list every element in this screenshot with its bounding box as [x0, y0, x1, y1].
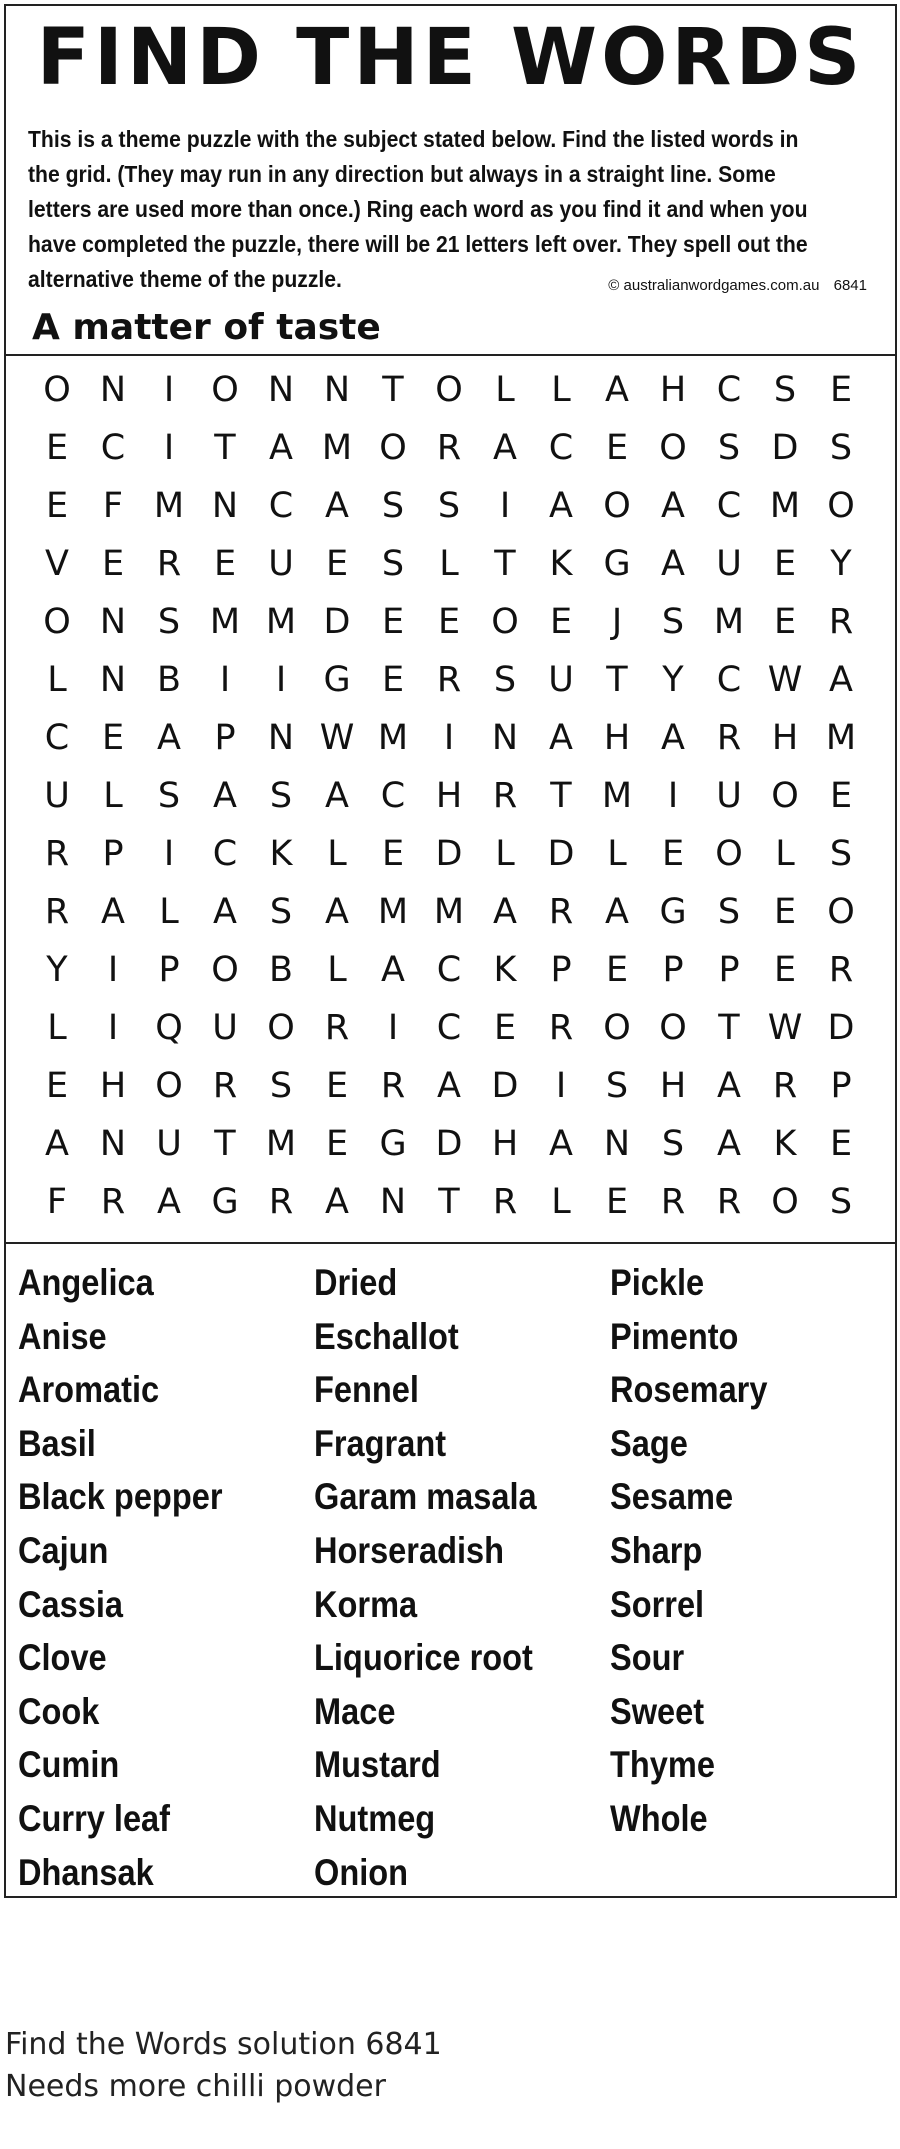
grid-letter[interactable]: S — [269, 776, 293, 816]
grid-letter[interactable]: E — [605, 950, 629, 990]
grid-letter[interactable]: E — [605, 1182, 629, 1222]
grid-letter[interactable]: G — [659, 892, 687, 932]
grid-letter[interactable]: H — [435, 776, 463, 816]
word-list-item: Dried — [314, 1262, 398, 1303]
word-list-item: Anise — [18, 1315, 107, 1357]
grid-letter[interactable]: O — [435, 370, 463, 410]
credit-source: © australianwordgames.com.au — [608, 277, 820, 294]
grid-row — [29, 535, 869, 593]
grid-letter[interactable]: C — [436, 1008, 462, 1048]
grid-letter[interactable]: S — [829, 834, 853, 874]
grid-letter[interactable]: E — [773, 892, 797, 932]
grid-letter[interactable]: I — [667, 776, 679, 816]
grid-letter[interactable]: D — [547, 834, 575, 874]
grid-letter[interactable]: G — [211, 1182, 239, 1222]
grid-letter[interactable]: M — [321, 428, 353, 468]
grid-letter[interactable]: I — [163, 834, 175, 874]
grid-letter[interactable]: E — [661, 834, 685, 874]
grid-letter[interactable]: N — [267, 370, 295, 410]
grid-letter[interactable]: Y — [662, 660, 684, 700]
grid-letter[interactable]: M — [769, 486, 801, 526]
grid-letter[interactable]: L — [439, 544, 459, 584]
grid-letter[interactable]: R — [156, 544, 182, 584]
grid-letter[interactable]: A — [269, 428, 293, 468]
word-list-item: Onion — [314, 1851, 409, 1893]
grid-letter[interactable]: E — [381, 660, 405, 700]
grid-letter[interactable]: R — [100, 1182, 126, 1222]
grid-letter[interactable]: A — [101, 892, 125, 932]
word-list-item: Cajun — [18, 1529, 109, 1571]
puzzle-number: 6841 — [833, 277, 867, 294]
grid-letter[interactable]: M — [433, 892, 465, 932]
grid-letter[interactable]: J — [611, 602, 623, 642]
grid-letter[interactable]: A — [829, 660, 853, 700]
grid-letter[interactable]: C — [44, 718, 70, 758]
word-list-item: Clove — [18, 1637, 107, 1679]
grid-letter[interactable]: E — [325, 1124, 349, 1164]
grid-letter[interactable]: P — [662, 950, 684, 990]
grid-letter[interactable]: C — [436, 950, 462, 990]
grid-letter[interactable]: C — [716, 486, 742, 526]
grid-letter[interactable]: L — [607, 834, 627, 874]
grid-letter[interactable]: L — [103, 776, 123, 816]
puzzle-box — [4, 4, 897, 1898]
grid-letter[interactable]: A — [213, 892, 237, 932]
grid-letter[interactable]: E — [437, 602, 461, 642]
grid-letter[interactable]: C — [548, 428, 574, 468]
grid-letter[interactable]: I — [443, 718, 455, 758]
grid-letter[interactable]: U — [44, 776, 70, 816]
word-list-item: Black pepper — [18, 1476, 223, 1518]
puzzle-instructions: This is a theme puzzle with the subject stated below. Find the listed words in the grid. (They may run in any direction but always in a straight line. Some letters are used more than once.) Ring each word as you find it and when you have completed the puzzle, there will be 21 letters left over. They spell out the alternative theme of the puzzle. — [28, 126, 808, 292]
grid-letter[interactable]: A — [213, 776, 237, 816]
grid-letter[interactable]: C — [268, 486, 294, 526]
grid-letter[interactable]: R — [716, 718, 742, 758]
grid-letter[interactable]: F — [102, 486, 124, 526]
grid-letter[interactable]: E — [773, 602, 797, 642]
word-column-1 — [18, 1256, 250, 1899]
grid-letter[interactable]: R — [660, 1182, 686, 1222]
grid-letter[interactable]: Q — [155, 1008, 183, 1048]
word-list-item: Mace — [314, 1690, 396, 1732]
grid-letter[interactable]: P — [550, 950, 572, 990]
word-list-item: Sage — [610, 1422, 688, 1464]
word-column-2 — [314, 1256, 567, 1899]
grid-letter[interactable]: M — [265, 602, 297, 642]
grid-letter[interactable]: V — [45, 544, 69, 584]
grid-letter[interactable]: O — [771, 776, 799, 816]
grid-letter[interactable]: S — [661, 602, 685, 642]
grid-letter[interactable]: O — [43, 602, 71, 642]
grid-letter[interactable]: E — [45, 428, 69, 468]
grid-letter[interactable]: A — [325, 892, 349, 932]
grid-letter[interactable]: S — [269, 1066, 293, 1106]
grid-letter[interactable]: A — [549, 1124, 573, 1164]
grid-letter[interactable]: T — [494, 544, 516, 584]
grid-letter[interactable]: E — [829, 776, 853, 816]
grid-letter[interactable]: S — [661, 1124, 685, 1164]
solution-answer: Needs more chilli powder — [5, 2069, 386, 2104]
grid-letter[interactable]: P — [102, 834, 124, 874]
grid-letter[interactable]: R — [324, 1008, 350, 1048]
grid-letter[interactable]: R — [44, 892, 70, 932]
grid-letter[interactable]: L — [327, 834, 347, 874]
grid-letter[interactable]: S — [605, 1066, 629, 1106]
grid-letter[interactable]: B — [268, 950, 293, 990]
grid-letter[interactable]: C — [212, 834, 238, 874]
grid-letter[interactable]: I — [555, 1066, 567, 1106]
grid-letter[interactable]: N — [491, 718, 519, 758]
word-list-item: Fennel — [314, 1369, 419, 1411]
grid-letter[interactable]: W — [319, 718, 355, 758]
grid-letter[interactable]: L — [775, 834, 795, 874]
grid-letter[interactable]: W — [767, 1008, 803, 1048]
solution-block — [5, 2024, 442, 2108]
grid-letter[interactable]: R — [716, 1182, 742, 1222]
grid-letter[interactable]: U — [548, 660, 574, 700]
grid-letter[interactable]: A — [493, 428, 517, 468]
word-list-item: Cumin — [18, 1744, 120, 1786]
grid-letter[interactable]: M — [825, 718, 857, 758]
word-list — [6, 1244, 895, 1896]
word-list-item: Garam masala — [314, 1476, 537, 1518]
grid-letter[interactable]: M — [377, 892, 409, 932]
grid-letter[interactable]: O — [715, 834, 743, 874]
grid-letter[interactable]: U — [716, 544, 742, 584]
grid-letter[interactable]: S — [437, 486, 461, 526]
grid-letter[interactable]: R — [828, 602, 854, 642]
grid-letter[interactable]: K — [493, 950, 517, 990]
grid-letter[interactable]: U — [716, 776, 742, 816]
grid-letter[interactable]: O — [43, 370, 71, 410]
word-list-item: Whole — [610, 1797, 708, 1839]
grid-letter[interactable]: A — [493, 892, 517, 932]
grid-letter[interactable]: P — [830, 1066, 852, 1106]
grid-letter[interactable]: E — [773, 950, 797, 990]
grid-letter[interactable]: R — [380, 1066, 406, 1106]
grid-letter[interactable]: M — [713, 602, 745, 642]
grid-letter[interactable]: S — [773, 370, 797, 410]
grid-letter[interactable]: Y — [830, 544, 852, 584]
grid-letter[interactable]: O — [211, 950, 239, 990]
grid-letter[interactable]: E — [101, 718, 125, 758]
grid-letter[interactable]: S — [493, 660, 517, 700]
grid-letter[interactable]: U — [156, 1124, 182, 1164]
grid-letter[interactable]: T — [438, 1182, 460, 1222]
grid-row — [29, 999, 869, 1057]
grid-letter[interactable]: D — [323, 602, 351, 642]
grid-letter[interactable]: N — [267, 718, 295, 758]
grid-letter[interactable]: D — [827, 1008, 855, 1048]
grid-letter[interactable]: I — [499, 486, 511, 526]
grid-letter[interactable]: D — [435, 834, 463, 874]
word-list-item: Sour — [610, 1637, 685, 1679]
word-list-item: Pickle — [610, 1262, 705, 1303]
grid-letter[interactable]: E — [773, 544, 797, 584]
puzzle-credit — [608, 276, 867, 296]
word-list-item: Eschallot — [314, 1315, 459, 1357]
grid-letter[interactable]: S — [157, 776, 181, 816]
grid-letter[interactable]: A — [661, 718, 685, 758]
grid-letter[interactable]: H — [603, 718, 631, 758]
grid-letter[interactable]: A — [661, 486, 685, 526]
grid-letter[interactable]: H — [659, 370, 687, 410]
grid-letter[interactable]: E — [381, 602, 405, 642]
grid-letter[interactable]: H — [99, 1066, 127, 1106]
grid-row — [29, 709, 869, 767]
grid-letter[interactable]: S — [717, 428, 741, 468]
grid-letter[interactable]: L — [551, 1182, 571, 1222]
grid-letter[interactable]: H — [491, 1124, 519, 1164]
word-list-item: Liquorice root — [314, 1637, 533, 1679]
grid-letter[interactable]: S — [381, 486, 405, 526]
grid-row — [29, 883, 869, 941]
grid-letter[interactable]: A — [549, 718, 573, 758]
grid-letter[interactable]: R — [548, 1008, 574, 1048]
grid-letter[interactable]: K — [773, 1124, 797, 1164]
grid-letter[interactable]: A — [157, 1182, 181, 1222]
grid-letter[interactable]: P — [158, 950, 180, 990]
grid-letter[interactable]: N — [99, 370, 127, 410]
grid-letter[interactable]: C — [380, 776, 406, 816]
grid-letter[interactable]: A — [437, 1066, 461, 1106]
word-list-item: Curry leaf — [18, 1797, 171, 1839]
grid-row — [29, 825, 869, 883]
grid-letter[interactable]: E — [829, 370, 853, 410]
grid-letter[interactable]: E — [829, 1124, 853, 1164]
grid-letter[interactable]: L — [327, 950, 347, 990]
grid-letter[interactable]: S — [829, 428, 853, 468]
grid-letter[interactable]: I — [275, 660, 287, 700]
grid-letter[interactable]: I — [107, 950, 119, 990]
word-list-item: Aromatic — [18, 1369, 160, 1411]
grid-letter[interactable]: S — [829, 1182, 853, 1222]
grid-row — [29, 941, 869, 999]
grid-letter[interactable]: A — [381, 950, 405, 990]
grid-letter[interactable]: O — [771, 1182, 799, 1222]
grid-letter[interactable]: C — [716, 660, 742, 700]
grid-letter[interactable]: O — [491, 602, 519, 642]
word-list-item: Angelica — [18, 1262, 154, 1303]
grid-letter[interactable]: H — [659, 1066, 687, 1106]
grid-letter[interactable]: Y — [46, 950, 68, 990]
grid-row — [29, 477, 869, 535]
grid-letter[interactable]: I — [163, 428, 175, 468]
grid-letter[interactable]: A — [157, 718, 181, 758]
grid-letter[interactable]: P — [718, 950, 740, 990]
grid-letter[interactable]: S — [157, 602, 181, 642]
word-list-item: Basil — [18, 1422, 96, 1464]
grid-letter[interactable]: A — [325, 776, 349, 816]
grid-letter[interactable]: A — [605, 370, 629, 410]
grid-letter[interactable]: N — [211, 486, 239, 526]
word-list-item: Sesame — [610, 1476, 734, 1518]
grid-letter[interactable]: M — [209, 602, 241, 642]
grid-letter[interactable]: M — [153, 486, 185, 526]
letter-grid[interactable] — [6, 356, 895, 1244]
grid-letter[interactable]: O — [659, 1008, 687, 1048]
grid-letter[interactable]: L — [551, 370, 571, 410]
grid-letter[interactable]: R — [212, 1066, 238, 1106]
grid-letter[interactable]: I — [107, 1008, 119, 1048]
grid-letter[interactable]: O — [827, 486, 855, 526]
grid-letter[interactable]: O — [603, 486, 631, 526]
grid-letter[interactable]: E — [549, 602, 573, 642]
word-list-item: Korma — [314, 1583, 418, 1625]
grid-row — [29, 767, 869, 825]
grid-letter[interactable]: A — [605, 892, 629, 932]
grid-letter[interactable]: A — [325, 486, 349, 526]
word-list-item: Thyme — [610, 1744, 715, 1786]
word-list-item: Sweet — [610, 1690, 705, 1732]
grid-letter[interactable]: L — [47, 1008, 67, 1048]
grid-letter[interactable]: R — [436, 660, 462, 700]
grid-letter[interactable]: O — [603, 1008, 631, 1048]
word-list-item: Horseradish — [314, 1529, 505, 1571]
grid-letter[interactable]: E — [493, 1008, 517, 1048]
word-list-item: Dhansak — [18, 1851, 154, 1893]
grid-letter[interactable]: A — [661, 544, 685, 584]
grid-letter[interactable]: K — [549, 544, 573, 584]
grid-letter[interactable]: S — [269, 892, 293, 932]
puzzle-title: FIND THE WORDS — [36, 13, 865, 103]
grid-letter[interactable]: O — [267, 1008, 295, 1048]
grid-letter[interactable]: N — [99, 602, 127, 642]
grid-letter[interactable]: R — [492, 776, 518, 816]
word-list-item: Fragrant — [314, 1422, 447, 1464]
grid-letter[interactable]: O — [211, 370, 239, 410]
grid-letter[interactable]: I — [219, 660, 231, 700]
grid-letter[interactable]: A — [717, 1124, 741, 1164]
grid-letter[interactable]: N — [603, 1124, 631, 1164]
word-list-item: Cassia — [18, 1583, 123, 1625]
grid-letter[interactable]: G — [323, 660, 351, 700]
grid-row — [29, 1115, 869, 1173]
grid-letter[interactable]: D — [491, 1066, 519, 1106]
grid-letter[interactable]: N — [323, 370, 351, 410]
grid-letter[interactable]: M — [265, 1124, 297, 1164]
grid-row — [29, 361, 869, 419]
grid-row — [29, 419, 869, 477]
grid-letter[interactable]: E — [605, 428, 629, 468]
grid-letter[interactable]: N — [379, 1182, 407, 1222]
grid-letter[interactable]: T — [382, 370, 404, 410]
grid-letter[interactable]: T — [214, 1124, 236, 1164]
word-list-item: Sharp — [610, 1529, 703, 1571]
grid-letter[interactable]: D — [771, 428, 799, 468]
grid-row — [29, 593, 869, 651]
solution-heading: Find the Words solution 6841 — [5, 2027, 442, 2062]
grid-row — [29, 1057, 869, 1115]
grid-letter[interactable]: W — [767, 660, 803, 700]
grid-letter[interactable]: R — [492, 1182, 518, 1222]
grid-letter[interactable]: L — [495, 370, 515, 410]
grid-letter[interactable]: A — [45, 1124, 69, 1164]
grid-letter[interactable]: F — [46, 1182, 68, 1222]
grid-letter[interactable]: O — [155, 1066, 183, 1106]
grid-letter[interactable]: N — [99, 1124, 127, 1164]
grid-letter[interactable]: L — [495, 834, 515, 874]
word-list-item: Rosemary — [610, 1369, 768, 1411]
puzzle-theme: A matter of taste — [32, 307, 381, 348]
grid-letter[interactable]: E — [101, 544, 125, 584]
grid-letter[interactable]: E — [325, 544, 349, 584]
grid-letter[interactable]: O — [379, 428, 407, 468]
grid-letter[interactable]: H — [771, 718, 799, 758]
grid-letter[interactable]: G — [603, 544, 631, 584]
grid-letter[interactable]: R — [548, 892, 574, 932]
grid-letter[interactable]: T — [606, 660, 628, 700]
grid-letter[interactable]: C — [716, 370, 742, 410]
word-list-item: Sorrel — [610, 1583, 705, 1625]
grid-letter[interactable]: S — [381, 544, 405, 584]
grid-letter[interactable]: E — [45, 1066, 69, 1106]
grid-letter[interactable]: T — [718, 1008, 740, 1048]
grid-letter[interactable]: E — [45, 486, 69, 526]
grid-letter[interactable]: E — [381, 834, 405, 874]
grid-letter[interactable]: I — [163, 370, 175, 410]
grid-letter[interactable]: L — [159, 892, 179, 932]
word-list-item: Mustard — [314, 1744, 441, 1786]
grid-letter[interactable]: N — [99, 660, 127, 700]
word-column-3 — [610, 1256, 789, 1846]
grid-letter[interactable]: R — [268, 1182, 294, 1222]
grid-letter[interactable]: A — [549, 486, 573, 526]
grid-letter[interactable]: K — [269, 834, 293, 874]
grid-letter[interactable]: C — [100, 428, 126, 468]
grid-letter[interactable]: D — [435, 1124, 463, 1164]
grid-letter[interactable]: E — [325, 1066, 349, 1106]
word-list-item: Cook — [18, 1690, 100, 1732]
grid-letter[interactable]: M — [377, 718, 409, 758]
grid-letter[interactable]: T — [214, 428, 236, 468]
grid-letter[interactable]: S — [717, 892, 741, 932]
grid-letter[interactable]: I — [387, 1008, 399, 1048]
word-list-item: Nutmeg — [314, 1797, 436, 1839]
grid-letter[interactable]: T — [550, 776, 572, 816]
grid-letter[interactable]: R — [772, 1066, 798, 1106]
grid-letter[interactable]: E — [213, 544, 237, 584]
grid-letter[interactable]: P — [214, 718, 236, 758]
grid-letter[interactable]: L — [47, 660, 67, 700]
grid-letter[interactable]: A — [325, 1182, 349, 1222]
grid-letter[interactable]: B — [156, 660, 181, 700]
word-list-item: Pimento — [610, 1315, 739, 1357]
grid-row — [29, 651, 869, 709]
grid-letter[interactable]: U — [212, 1008, 238, 1048]
grid-letter[interactable]: A — [717, 1066, 741, 1106]
grid-letter[interactable]: O — [659, 428, 687, 468]
grid-letter[interactable]: M — [601, 776, 633, 816]
grid-letter[interactable]: R — [44, 834, 70, 874]
grid-letter[interactable]: R — [436, 428, 462, 468]
grid-letter[interactable]: R — [828, 950, 854, 990]
puzzle-header — [6, 6, 895, 356]
grid-letter[interactable]: U — [268, 544, 294, 584]
grid-letter[interactable]: O — [827, 892, 855, 932]
grid-row — [29, 1173, 869, 1231]
grid-letter[interactable]: G — [379, 1124, 407, 1164]
